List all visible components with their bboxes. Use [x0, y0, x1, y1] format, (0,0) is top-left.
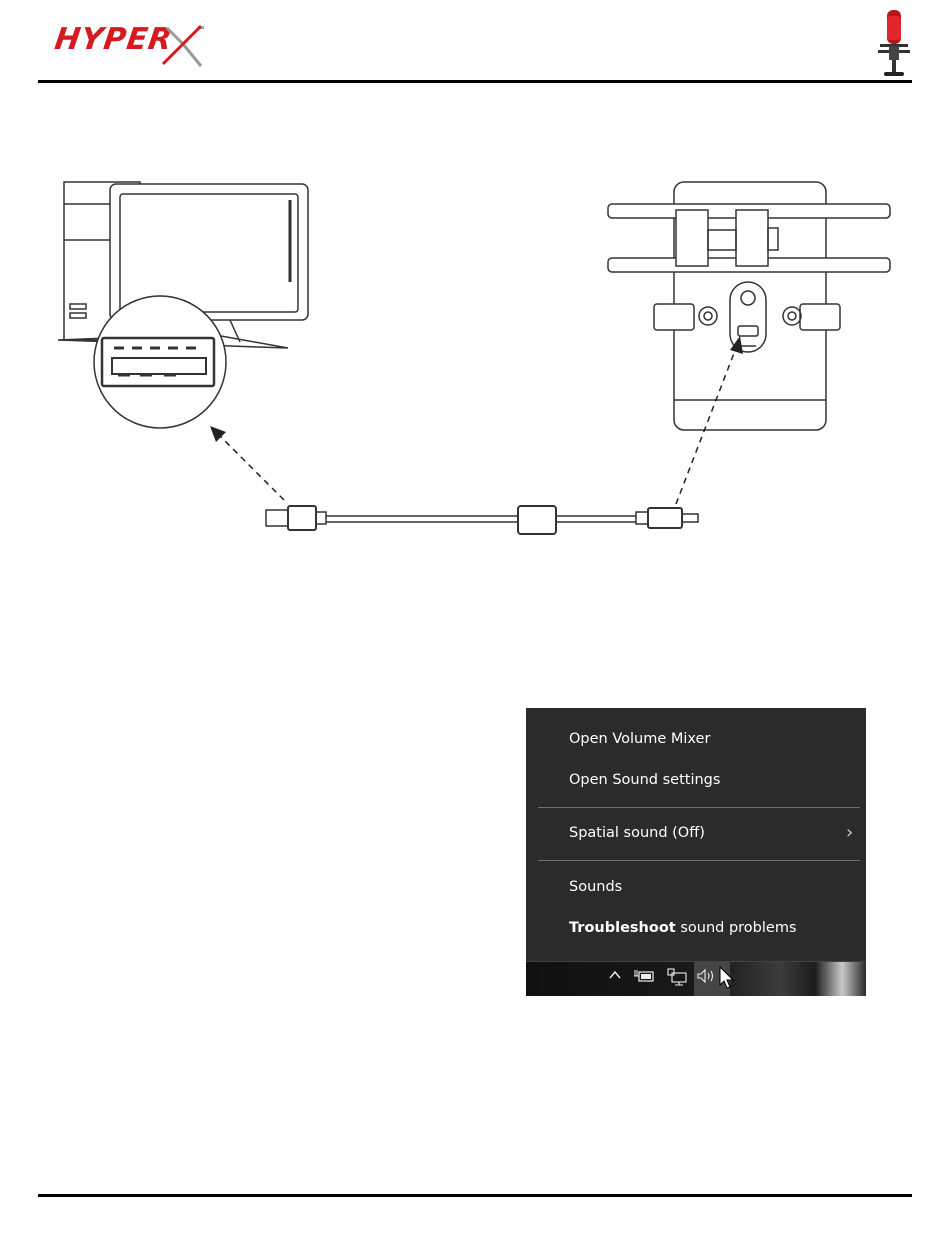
logo-trademark: ™: [197, 26, 204, 33]
menu-separator: [538, 860, 860, 861]
menu-item-sounds[interactable]: Sounds: [569, 879, 623, 895]
sound-context-menu: [526, 708, 866, 995]
header-rule: [38, 80, 912, 83]
taskbar: [526, 961, 866, 996]
menu-item-label-rest: sound problems: [675, 920, 797, 936]
usb-port-zoom-icon: [94, 296, 226, 428]
usb-cable-icon: [266, 506, 698, 534]
menu-separator: [538, 807, 860, 808]
menu-item-troubleshoot-sound-problems[interactable]: [569, 920, 797, 936]
menu-item-open-volume-mixer[interactable]: Open Volume Mixer: [569, 731, 711, 747]
hyperx-logo: [52, 20, 215, 72]
footer-rule: [38, 1194, 912, 1197]
microphone-shock-mount-icon: [608, 182, 890, 430]
logo-text: HYPER: [52, 22, 175, 57]
microphone-icon: [876, 8, 912, 78]
menu-item-open-sound-settings[interactable]: Open Sound settings: [569, 772, 721, 788]
chevron-right-icon: ›: [846, 822, 854, 843]
menu-item-label-bold: Troubleshoot: [569, 920, 676, 936]
cursor-icon: [719, 966, 735, 990]
menu-item-spatial-sound[interactable]: Spatial sound (Off): [569, 825, 705, 841]
volume-icon[interactable]: [696, 968, 716, 984]
battery-icon[interactable]: [634, 968, 656, 984]
logo-x-mark-icon: [52, 20, 215, 72]
dashed-arrow-icon: [218, 348, 736, 504]
arrowhead-icon: [210, 336, 743, 442]
connection-illustration: [40, 170, 910, 550]
network-icon[interactable]: [666, 968, 688, 986]
chevron-up-icon[interactable]: [608, 968, 622, 982]
